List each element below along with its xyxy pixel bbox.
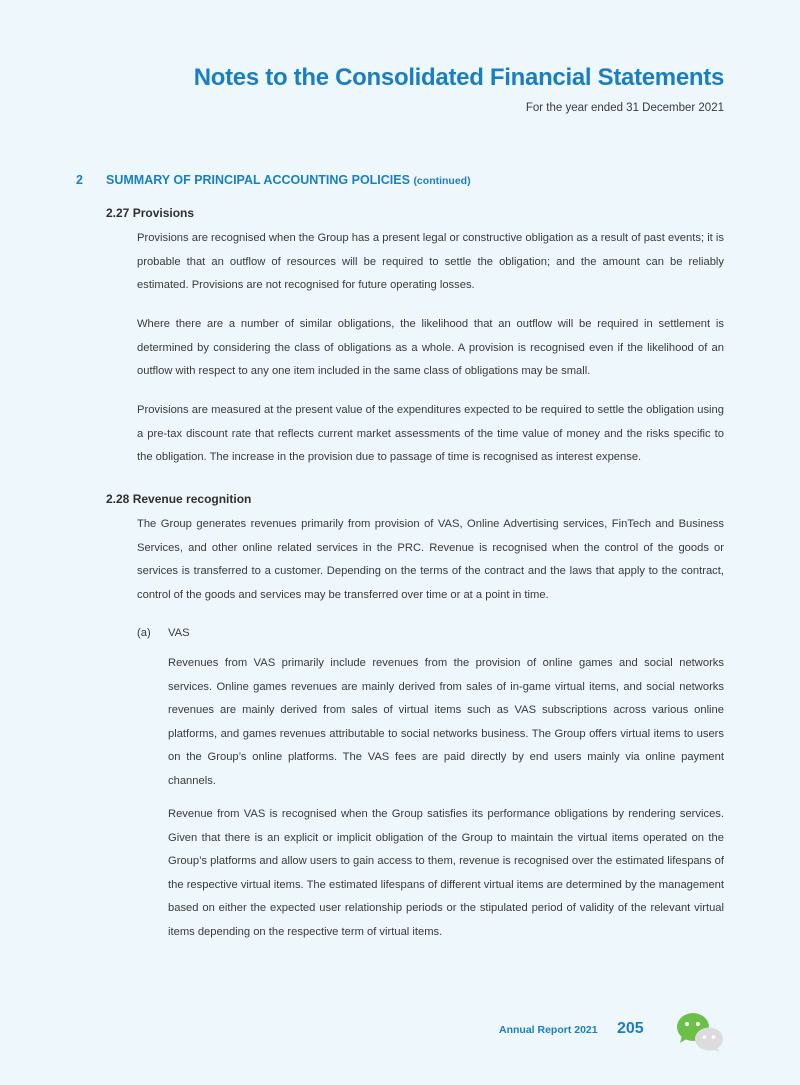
provisions-paragraph-2: Where there are a number of similar obligations, the likelihood that an outflow will be required in settlement is determined by considering the class of obligations as a whole. A provision is recognised even if the likelihood of an outflow with respect to any one item included in the same class of obligations may be small. (137, 318, 724, 377)
provisions-heading: 2.27 Provisions (106, 206, 195, 220)
page-title: Notes to the Consolidated Financial Statements (193, 64, 724, 91)
item-a-label (137, 627, 190, 639)
provisions-paragraph-3: Provisions are measured at the present value of the expenditures expected to be required to settle the obligation using a pre-tax discount rate that reflects current market assessments of the time value of money and the risks specific to the obligation. The increase in the provision due to passage of time is recognised as interest expense. (137, 404, 724, 463)
vas-paragraph-1: Revenues from VAS primarily include revenues from the provision of online games and social networks services. Online games revenues are mainly derived from sales of in-game virtual items, and social networks revenues are mainly derived from sales of virtual items such as VAS subscriptions across various online platforms, and games revenues attributable to social networks business. The Group offers virtual items to users on the Group’s online platforms. The VAS fees are paid directly by end users mainly via online payment channels. (168, 657, 724, 787)
section-heading (76, 173, 471, 187)
page-number: 205 (617, 1020, 644, 1037)
item-a-title: VAS (168, 627, 190, 639)
wechat-logo-icon (674, 1010, 726, 1054)
revenue-heading: 2.28 Revenue recognition (106, 492, 252, 506)
provisions-paragraph-1: Provisions are recognised when the Group has a present legal or constructive obligation as a result of past events; it is probable that an outflow of resources will be required to settle the obligation; and the amount can be reliably estimated. Provisions are not recognised for future operating losses. (137, 232, 724, 291)
section-continued: (continued) (413, 175, 471, 187)
vas-paragraph-2: Revenue from VAS is recognised when the Group satisfies its performance obligations by rendering services. Given that there is an explicit or implicit obligation of the Group to maintain the virtual items operated on the Group’s platforms and allow users to gain access to them, revenue is recognised over the estimated lifespans of the respective virtual items. The estimated lifespans of different virtual items are determined by the management based on either the expected user relationship periods or the stipulated period of validity of the relevant virtual items depending on the respective term of virtual items. (168, 808, 724, 938)
revenue-intro-paragraph: The Group generates revenues primarily from provision of VAS, Online Advertising services, FinTech and Business Services, and other online related services in the PRC. Revenue is recognised when the control of the goods or services is transferred to a customer. Depending on the terms of the contract and the laws that apply to the contract, control of the goods and services may be transferred over time or at a point in time. (137, 518, 724, 601)
page-subtitle: For the year ended 31 December 2021 (525, 102, 724, 114)
section-number: 2 (76, 173, 83, 187)
item-a-letter: (a) (137, 627, 151, 639)
section-title: SUMMARY OF PRINCIPAL ACCOUNTING POLICIES (106, 173, 410, 187)
footer-report-title: Annual Report 2021 (499, 1024, 598, 1036)
